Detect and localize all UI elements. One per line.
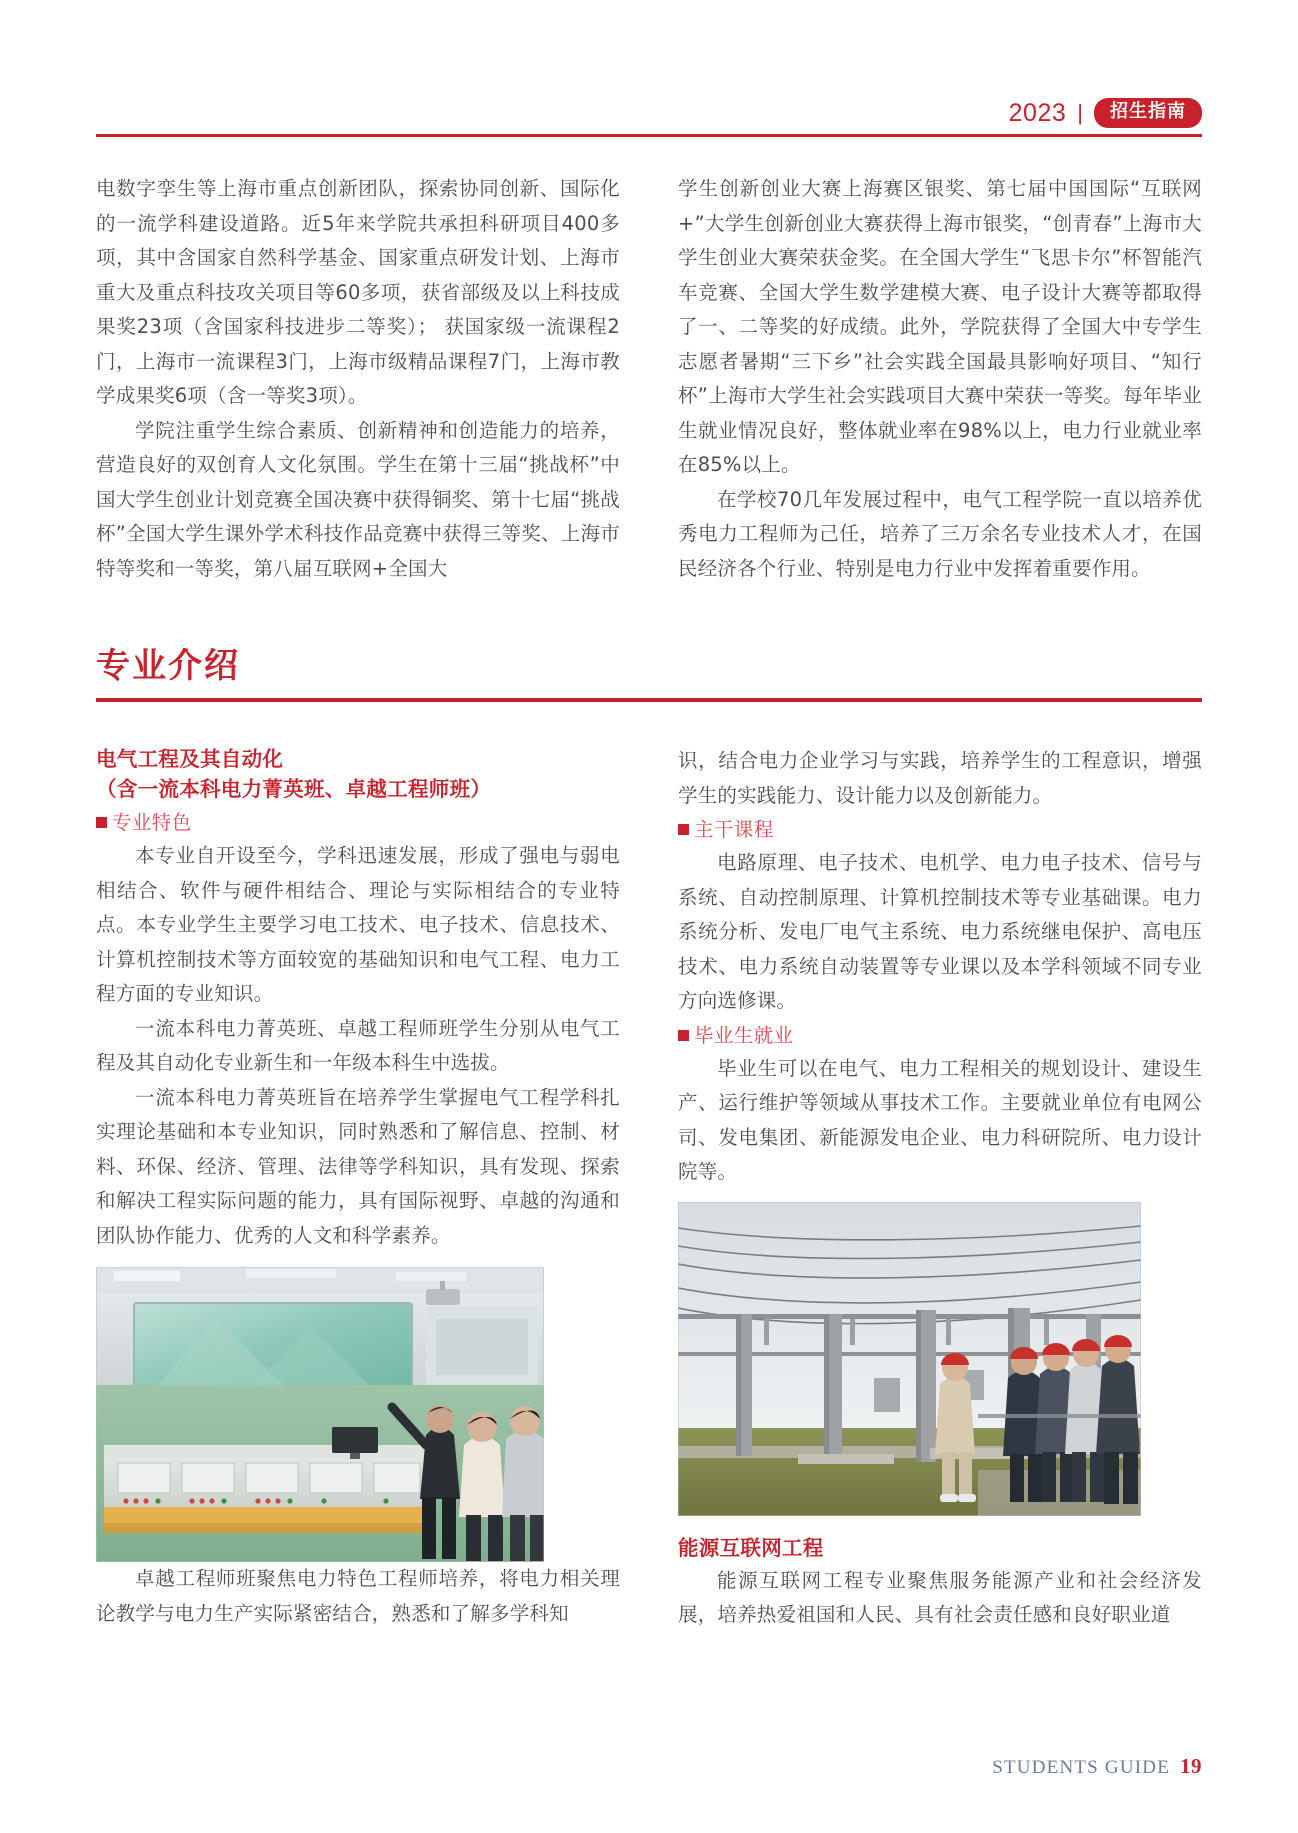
paragraph: 能源互联网工程专业聚焦服务能源产业和社会经济发展，培养热爱祖国和人民、具有社会责任感和良好职业道 <box>678 1568 1202 1626</box>
paragraph: 毕业生可以在电气、电力工程相关的规划设计、建设生产、运行维护等领域从事技术工作。主要就业单位有电网公司、发电集团、新能源发电企业、电力科研院所、电力设计院等。 <box>678 1056 1202 1183</box>
page-header <box>96 96 1202 140</box>
majors-right-column <box>678 744 1202 1633</box>
paragraph: 本专业自开设至今，学科迅速发展，形成了强电与弱电相结合、软件与硬件相结合、理论与实际相结合的专业特点。本专业学生主要学习电工技术、电子技术、信息技术、计算机控制技术等方面较宽的基础知识和电气工程、电力工程方面的专业知识。 <box>96 844 620 1005</box>
paragraph: 电数字孪生等上海市重点创新团队，探索协同创新、国际化的一流学科建设道路。近5年来学院共承担科研项目400多项，其中含国家自然科学基金、国家重点研发计划、上海市重大及重点科技攻关项目等60多项，获省部级及以上科技成果奖23项（含国家科技进步二等奖）； 获国家级一流课程2门，上海市一流课程3门，上海市级精品课程7门，上海市教学成果奖6项（含一等奖3项）。 <box>96 177 620 407</box>
paragraph: 一流本科电力菁英班、卓越工程师班学生分别从电气工程及其自动化专业新生和一年级本科生中选拔。 <box>96 1016 620 1074</box>
program-title-electrical-engineering: 电气工程及其自动化 <box>96 747 284 771</box>
top-article <box>96 172 1202 586</box>
program-subtitle-elite-classes: （含一流本科电力菁英班、卓越工程师班） <box>96 777 492 801</box>
majors-left-column <box>96 744 620 1633</box>
subhead-graduate-employment <box>678 1020 1202 1052</box>
subhead-label: 专业特色 <box>112 811 192 834</box>
top-article-left-column <box>96 172 620 586</box>
header-divider-rule <box>96 134 1202 137</box>
header-separator: | <box>1077 100 1083 125</box>
page-footer <box>992 1754 1202 1779</box>
subhead-program-features <box>96 807 620 839</box>
header-brand-line <box>96 96 1202 130</box>
subhead-label: 主干课程 <box>694 818 774 841</box>
square-bullet-icon <box>678 824 689 835</box>
paragraph: 电路原理、电子技术、电机学、电力电子技术、信号与系统、自动控制原理、计算机控制技术等专业基础课。电力系统分析、发电厂电气主系统、电力系统继电保护、高电压技术、电力系统自动装置等专业课以及本学科领域不同专业方向选修课。 <box>678 851 1202 1012</box>
majors-body <box>96 744 1202 1633</box>
top-article-right-column <box>678 172 1202 586</box>
paragraph: 一流本科电力菁英班旨在培养学生掌握电气工程学科扎实理论基础和本专业知识，同时熟悉和了解信息、控制、材料、环保、经济、管理、法律等学科知识，具有发现、探索和解决工程实际问题的能力，具有国际视野、卓越的沟通和团队协作能力、优秀的人文和科学素养。 <box>96 1085 620 1247</box>
photo-caption: 卓越工程师班聚焦电力特色工程师培养，将电力相关理论教学与电力生产实际紧密结合，熟悉和了解多学科知 <box>96 1567 620 1625</box>
subhead-label: 毕业生就业 <box>694 1023 794 1047</box>
section-majors-introduction <box>96 647 1202 702</box>
subhead-core-courses <box>678 814 1202 846</box>
paragraph: 学院注重学生综合素质、创新精神和创造能力的培养，营造良好的双创育人文化氛围。学生在第十三届“挑战杯”中国大学生创业计划竞赛全国决赛中获得铜奖、第十七届“挑战杯”全国大学生课外学术科技作品竞赛中获得三等奖、上海市特等奖和一等奖，第八届互联网+全国大 <box>96 418 620 580</box>
program-title-energy-internet-engineering: 能源互联网工程 <box>678 1535 824 1560</box>
paragraph: 识，结合电力企业学习与实践，培养学生的工程意识，增强学生的实践能力、设计能力以及创新能力。 <box>678 749 1202 807</box>
square-bullet-icon <box>678 1030 689 1041</box>
footer-label: STUDENTS GUIDE <box>992 1757 1170 1778</box>
photo-power-simulation-lab <box>96 1267 544 1562</box>
footer-page-number: 19 <box>1180 1754 1202 1778</box>
section-divider-rule <box>96 698 1202 702</box>
paragraph: 学生创新创业大赛上海赛区银奖、第七届中国国际“互联网+”大学生创新创业大赛获得上海市银奖，“创青春”上海市大学生创业大赛荣获金奖。在全国大学生“飞思卡尔”杯智能汽车竞赛、全国大学生数学建模大赛、电子设计大赛等都取得了一、二等奖的好成绩。此外，学院获得了全国大中专学生志愿者暑期“三下乡”社会实践全国最具影响好项目、“知行杯”上海市大学生社会实践项目大赛中荣获一等奖。每年毕业生就业情况良好，整体就业率在98%以上，电力行业就业率在85%以上。 <box>678 177 1202 476</box>
header-badge-admissions-guide: 招生指南 <box>1094 98 1202 128</box>
paragraph: 在学校70几年发展过程中，电气工程学院一直以培养优秀电力工程师为己任，培养了三万余名专业技术人才，在国民经济各个行业、特别是电力行业中发挥着重要作用。 <box>678 487 1202 580</box>
square-bullet-icon <box>96 817 107 828</box>
header-year: 2023 <box>1008 98 1067 127</box>
photo-substation-field-visit <box>678 1202 1141 1516</box>
section-title: 专业介绍 <box>96 646 240 686</box>
